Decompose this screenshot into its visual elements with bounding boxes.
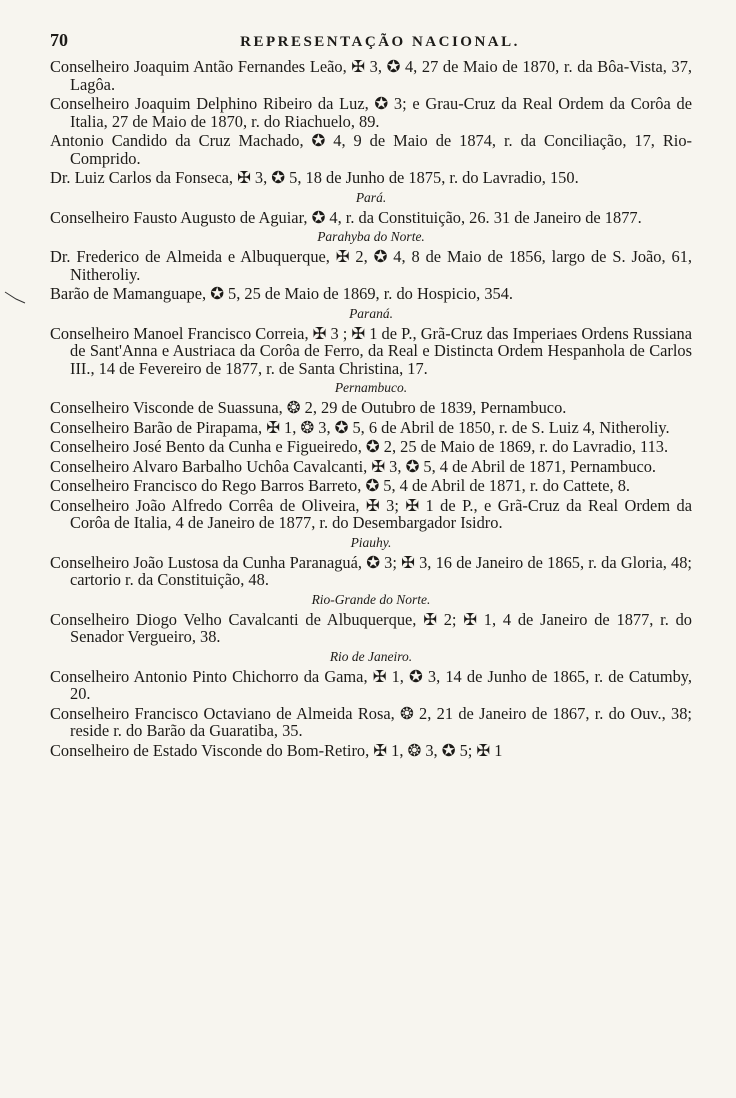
member-entry: Conselheiro Visconde de Suassuna, ❂ 2, 29 de Outubro de 1839, Pernambuco.	[50, 398, 567, 417]
member-entry: Conselheiro Fausto Augusto de Aguiar, ✪ 4, r. da Constituição, 26. 31 de Janeiro de 1877.	[50, 207, 642, 227]
member-entry: Conselheiro José Bento da Cunha e Figueiredo, ✪ 2, 25 de Maio de 1869, r. do Lavradio, 113.	[50, 437, 669, 456]
section-heading: Rio-Grande do Norte.	[311, 591, 431, 607]
page-body	[50, 58, 692, 759]
member-entry: Conselheiro Barão de Pirapama, ✠ 1, ❂ 3, ✪ 5, 6 de Abril de 1850, r. de S. Luiz 4, Nitheroliy.	[50, 417, 670, 437]
member-entry: Conselheiro Antonio Pinto Chichorro da Gama, ✠ 1, ✪ 3, 14 de Junho de 1865, r. de Catumby, 20.	[50, 666, 692, 703]
member-entry: Conselheiro João Alfredo Corrêa de Oliveira, ✠ 3; ✠ 1 de P., e Grã-Cruz da Real Ordem da Corôa de Italia, 4 de Janeiro de 1877, r. do Desembargador Isidro.	[50, 495, 692, 532]
running-title: REPRESENTAÇÃO NACIONAL.	[240, 34, 520, 50]
member-entry: Dr. Frederico de Almeida e Albuquerque, ✠ 2, ✪ 4, 8 de Maio de 1856, largo de S. João, 61, Nitheroliy.	[50, 247, 692, 284]
margin-tick-mark	[4, 290, 26, 304]
member-entry: Conselheiro Joaquim Delphino Ribeiro da Luz, ✪ 3; e Grau-Cruz da Real Ordem da Corôa de Italia, 27 de Maio de 1870, r. do Riachuelo, 89.	[50, 94, 692, 131]
section-heading: Rio de Janeiro.	[329, 648, 413, 664]
member-entry: Conselheiro Francisco Octaviano de Almeida Rosa, ❂ 2, 21 de Janeiro de 1867, r. do Ouv., 38; reside r. do Barão da Guaratiba, 35.	[50, 703, 692, 740]
member-entry: Dr. Luiz Carlos da Fonseca, ✠ 3, ✪ 5, 18 de Junho de 1875, r. do Lavradio, 150.	[50, 168, 579, 187]
section-heading: Piauhy.	[350, 534, 392, 550]
member-entry: Conselheiro Diogo Velho Cavalcanti de Albuquerque, ✠ 2; ✠ 1, 4 de Janeiro de 1877, r. do Senador Vergueiro, 38.	[50, 609, 692, 646]
member-entry: Conselheiro de Estado Visconde do Bom-Retiro, ✠ 1, ❂ 3, ✪ 5; ✠ 1	[50, 740, 503, 760]
section-heading: Paraná.	[349, 305, 393, 321]
section-heading: Parahyba do Norte.	[317, 229, 425, 244]
page-header	[50, 30, 692, 58]
page-number: 70	[50, 30, 68, 50]
section-heading: Pernambuco.	[334, 380, 408, 395]
member-entry: Conselheiro João Lustosa da Cunha Paranaguá, ✪ 3; ✠ 3, 16 de Janeiro de 1865, r. da Gloria, 48; cartorio r. da Constituição, 48.	[50, 552, 692, 589]
member-entry: Conselheiro Alvaro Barbalho Uchôa Cavalcanti, ✠ 3, ✪ 5, 4 de Abril de 1871, Pernambuco.	[50, 456, 657, 476]
member-entry: Conselheiro Manoel Francisco Correia, ✠ 3 ; ✠ 1 de P., Grã-Cruz das Imperiaes Ordens Russiana de Sant'Anna e Austriaca da Corôa de Ferro, da Real e Distincta Ordem Hespanhola de Carlos III., 14 de Fevereiro de 1877, r. de Santa Christina, 17.	[50, 323, 692, 378]
member-entry: Conselheiro Joaquim Antão Fernandes Leão, ✠ 3, ✪ 4, 27 de Maio de 1870, r. da Bôa-Vista, 37, Lagôa.	[50, 57, 692, 94]
member-entry: Antonio Candido da Cruz Machado, ✪ 4, 9 de Maio de 1874, r. da Conciliação, 17, Rio-Comprido.	[50, 131, 692, 168]
section-heading: Pará.	[355, 189, 387, 205]
member-entry: Conselheiro Francisco do Rego Barros Barreto, ✪ 5, 4 de Abril de 1871, r. do Cattete, 8.	[50, 476, 631, 495]
member-entry: Barão de Mamanguape, ✪ 5, 25 de Maio de 1869, r. do Hospicio, 354.	[50, 284, 514, 303]
